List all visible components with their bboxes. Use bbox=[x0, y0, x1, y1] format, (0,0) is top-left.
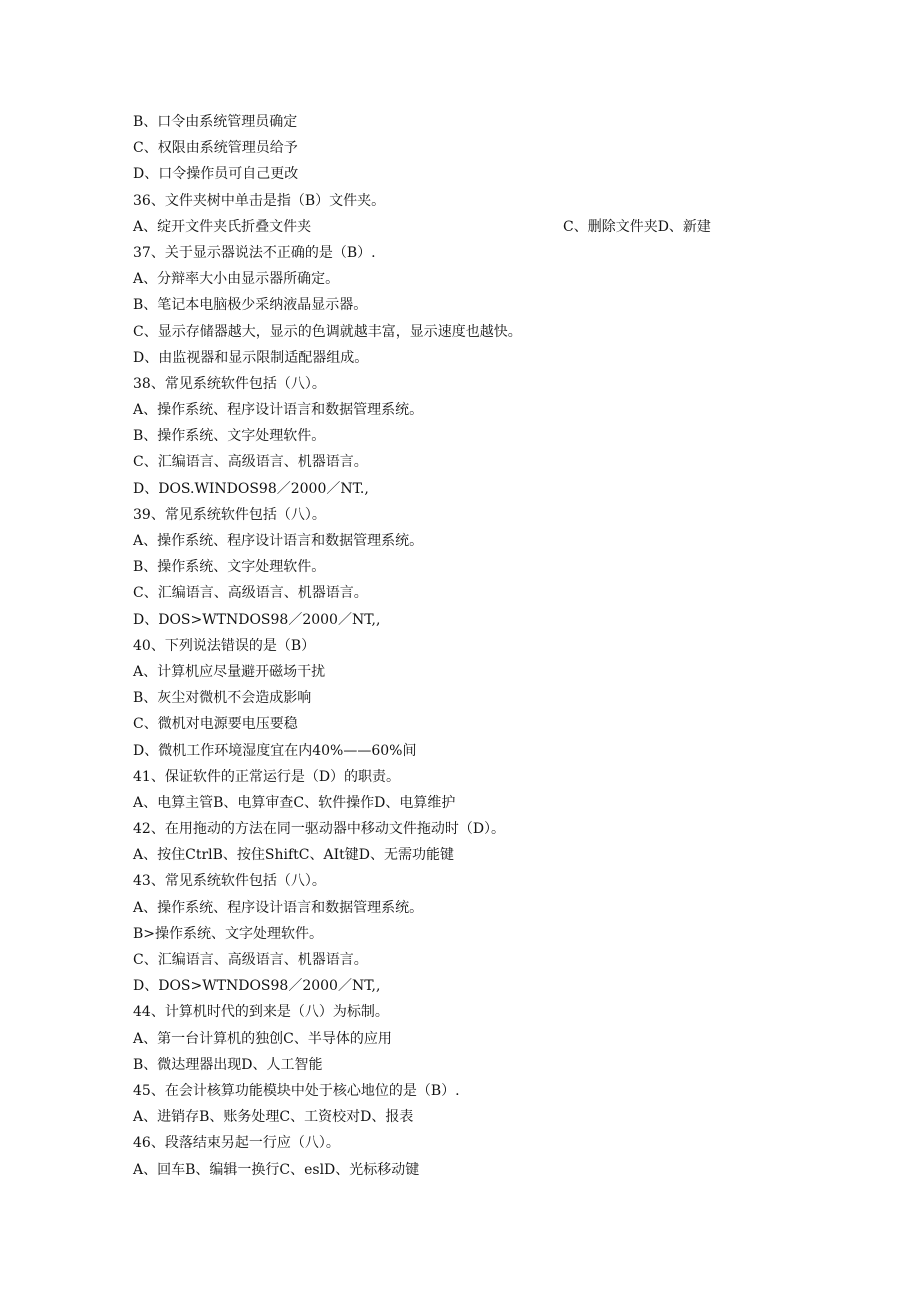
line-text: A、操作系统、程序设计语言和数据管理系统。 bbox=[133, 402, 424, 419]
question-39 bbox=[133, 502, 773, 528]
line-text: A、绽开文件夹氏折叠文件夹 bbox=[133, 218, 312, 235]
text-line bbox=[133, 554, 773, 580]
text-line bbox=[133, 1157, 773, 1183]
line-text: 37、关于显示器说法不正确的是（B）. bbox=[133, 244, 376, 261]
line-text: B、微达理器出现D、人工智能 bbox=[133, 1056, 323, 1073]
question-46 bbox=[133, 1130, 773, 1156]
text-line bbox=[133, 895, 773, 921]
line-text: 42、在用拖动的方法在同一驱动器中移动文件拖动时（D）。 bbox=[133, 821, 506, 838]
text-line bbox=[133, 135, 773, 161]
line-text-right: C、删除文件夹D、新建 bbox=[563, 218, 711, 235]
line-text: A、电算主管B、电算审查C、软件操作D、电算维护 bbox=[133, 794, 456, 811]
line-text: B、灰尘对微机不会造成影响 bbox=[133, 690, 312, 707]
line-text: 40、下列说法错误的是（B） bbox=[133, 637, 316, 654]
text-line bbox=[133, 214, 773, 240]
line-text: A、操作系统、程序设计语言和数据管理系统。 bbox=[133, 533, 424, 549]
text-line bbox=[133, 266, 773, 292]
text-line bbox=[133, 607, 773, 633]
text-line bbox=[133, 738, 773, 764]
question-44 bbox=[133, 999, 773, 1025]
text-line bbox=[133, 921, 773, 947]
text-line bbox=[133, 449, 773, 475]
line-text: C、显示存储器越大，显示的色调就越丰富，显示速度也越快。 bbox=[133, 323, 522, 340]
text-line bbox=[133, 292, 773, 318]
line-text: 44、计算机时代的到来是（八）为标制。 bbox=[133, 1004, 389, 1021]
line-text: C、汇编语言、高级语言、机器语言。 bbox=[133, 952, 368, 968]
question-36 bbox=[133, 188, 773, 214]
question-37 bbox=[133, 240, 773, 266]
text-line bbox=[133, 476, 773, 502]
text-line bbox=[133, 345, 773, 371]
line-text: B>操作系统、文字处理软件。 bbox=[133, 925, 324, 942]
line-text: 41、保证软件的正常运行是（D）的职责。 bbox=[133, 768, 401, 785]
question-38 bbox=[133, 371, 773, 397]
text-line bbox=[133, 397, 773, 423]
line-text: 36、文件夹树中单击是指（B）文件夹。 bbox=[133, 192, 386, 209]
line-text: 46、段落结束另起一行应（八）。 bbox=[133, 1135, 340, 1152]
text-line bbox=[133, 1026, 773, 1052]
text-line bbox=[133, 659, 773, 685]
text-line bbox=[133, 842, 773, 868]
text-line bbox=[133, 580, 773, 606]
question-43 bbox=[133, 868, 773, 894]
line-text: 39、常见系统软件包括（八）。 bbox=[133, 506, 326, 523]
question-list bbox=[133, 109, 773, 1183]
question-41 bbox=[133, 764, 773, 790]
line-text: B、操作系统、文字处理软件。 bbox=[133, 559, 326, 576]
text-line bbox=[133, 711, 773, 737]
line-text: D、DOS>WTNDOS98／2000／NT,, bbox=[133, 978, 381, 995]
text-line bbox=[133, 161, 773, 187]
question-45 bbox=[133, 1078, 773, 1104]
text-line bbox=[133, 1052, 773, 1078]
line-text: A、第一台计算机的独创C、半导体的应用 bbox=[133, 1030, 392, 1047]
text-line bbox=[133, 319, 773, 345]
text-line bbox=[133, 528, 773, 554]
text-line bbox=[133, 973, 773, 999]
line-text: A、计算机应尽量避开磁场干扰 bbox=[133, 663, 326, 680]
line-text: B、笔记本电脑极少采纳液晶显示器。 bbox=[133, 297, 368, 314]
line-text: 43、常见系统软件包括（八）。 bbox=[133, 873, 326, 890]
line-text: D、微机工作环境湿度宜在内40%——60%间 bbox=[133, 742, 417, 759]
line-text: C、权限由系统管理员给予 bbox=[133, 140, 298, 157]
line-text: A、按住CtrlB、按住ShiftC、AIt键D、无需功能键 bbox=[133, 847, 455, 864]
line-text: A、进销存B、账务处理C、工资校对D、报表 bbox=[133, 1109, 414, 1126]
text-line bbox=[133, 685, 773, 711]
line-text: A、操作系统、程序设计语言和数据管理系统。 bbox=[133, 899, 424, 916]
line-text: D、由监视器和显示限制适配器组成。 bbox=[133, 349, 369, 366]
text-line bbox=[133, 423, 773, 449]
line-text: C、汇编语言、高级语言、机器语言。 bbox=[133, 454, 368, 471]
text-line bbox=[133, 790, 773, 816]
text-line bbox=[133, 1104, 773, 1130]
text-line bbox=[133, 109, 773, 135]
question-40 bbox=[133, 633, 773, 659]
line-text: B、操作系统、文字处理软件。 bbox=[133, 428, 326, 445]
line-text: D、口令操作员可自己更改 bbox=[133, 166, 299, 183]
line-text: D、DOS.WINDOS98／2000／NT., bbox=[133, 480, 369, 497]
line-text: B、口令由系统管理员确定 bbox=[133, 114, 298, 130]
line-text: D、DOS>WTNDOS98／2000／NT,, bbox=[133, 611, 381, 628]
text-line bbox=[133, 947, 773, 973]
line-text: 38、常见系统软件包括（八）。 bbox=[133, 375, 326, 392]
line-text: A、分辩率大小由显示器所确定。 bbox=[133, 271, 340, 288]
line-text: C、汇编语言、高级语言、机器语言。 bbox=[133, 585, 368, 602]
line-text: A、回车B、编辑一换行C、eslD、光标移动键 bbox=[133, 1161, 420, 1178]
line-text: 45、在会计核算功能模块中处于核心地位的是（B）. bbox=[133, 1082, 460, 1099]
question-42 bbox=[133, 816, 773, 842]
line-text: C、微机对电源要电压要稳 bbox=[133, 716, 298, 733]
